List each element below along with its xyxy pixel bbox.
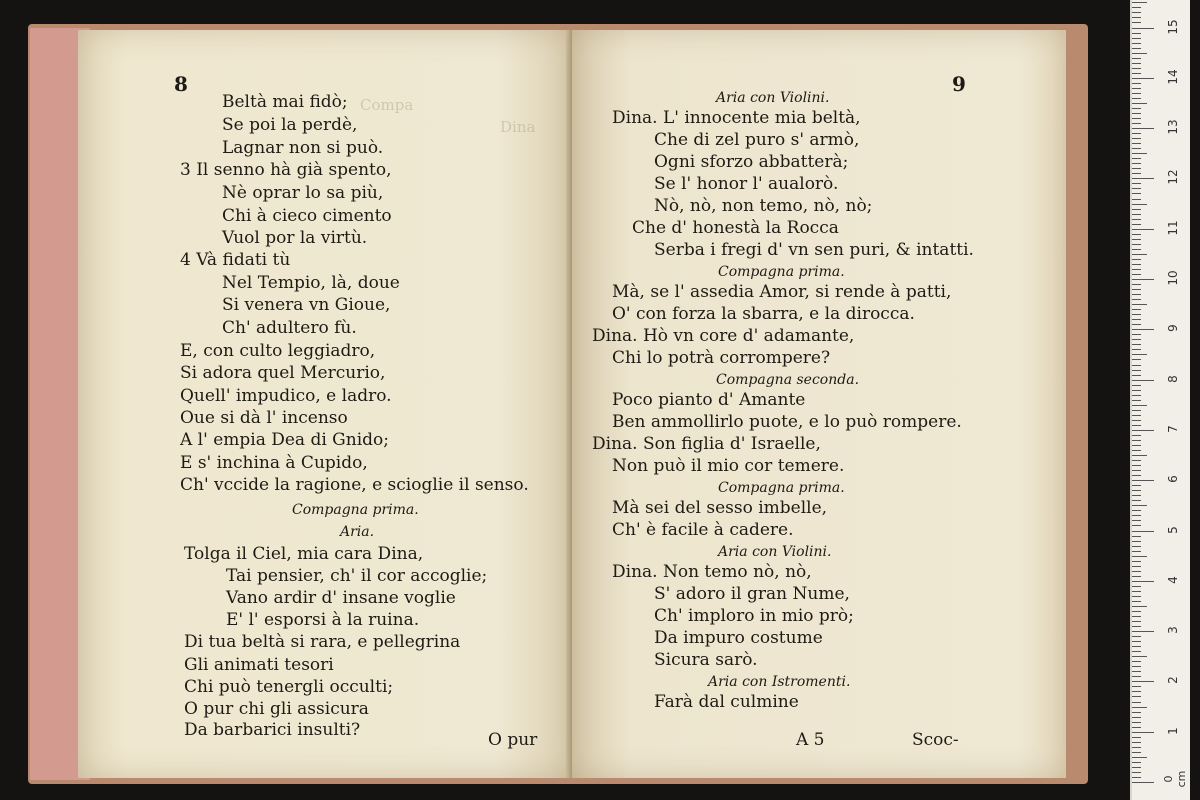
- ruler-tick: [1132, 254, 1147, 255]
- ruler-tick: [1132, 485, 1141, 486]
- right-catchword: Scoc-: [912, 730, 959, 750]
- ruler-tick: [1132, 611, 1141, 612]
- ruler-tick: [1132, 450, 1141, 451]
- left-line-5: Nè oprar lo sa più,: [222, 183, 384, 203]
- ruler-tick: [1132, 435, 1141, 436]
- left-line-28: O pur chi gli assicura: [184, 699, 369, 719]
- ruler-tick: [1132, 601, 1141, 602]
- ruler-tick: [1132, 596, 1141, 597]
- ruler-tick: [1132, 717, 1141, 718]
- ruler-tick: [1132, 430, 1154, 431]
- ruler-tick: [1132, 229, 1154, 230]
- right-heading-aria-violini: Aria con Violini.: [716, 90, 830, 106]
- ruler-tick: [1132, 88, 1141, 89]
- right-heading-aria-violini-2: Aria con Violini.: [718, 544, 832, 560]
- left-line-2: Se poi la perdè,: [222, 115, 358, 135]
- left-catchword: O pur: [488, 730, 538, 750]
- ruler-tick: [1132, 676, 1141, 677]
- ruler-tick: [1132, 98, 1141, 99]
- ruler-tick: [1132, 455, 1147, 456]
- left-line-4: 3 Il senno hà già spento,: [180, 160, 392, 180]
- ruler-number: 9: [1166, 324, 1180, 333]
- ruler-tick: [1132, 515, 1141, 516]
- ruler-tick: [1132, 777, 1141, 778]
- ruler-number: 11: [1166, 220, 1180, 236]
- ruler-tick: [1132, 309, 1141, 310]
- left-line-17: E s' inchina à Cupido,: [180, 453, 368, 473]
- ruler-number: 8: [1166, 374, 1180, 383]
- ruler-tick: [1132, 113, 1141, 114]
- right-line-8: Serba i fregi d' vn sen puri, & intatti.: [654, 240, 974, 260]
- ruler-tick: [1132, 525, 1141, 526]
- ruler-number: 1: [1166, 726, 1180, 735]
- ruler-tick: [1132, 666, 1141, 667]
- right-heading-compagna-seconda: Compagna seconda.: [716, 372, 860, 388]
- ruler-tick: [1132, 405, 1147, 406]
- right-line-16: Ben ammollirlo puote, e lo può rompere.: [612, 412, 962, 432]
- ruler-tick: [1132, 344, 1141, 345]
- ruler-tick: [1132, 375, 1141, 376]
- ruler-tick: [1132, 616, 1141, 617]
- ruler-number: 10: [1166, 270, 1180, 286]
- ruler-tick: [1132, 495, 1141, 496]
- right-heading-aria-istromenti: Aria con Istromenti.: [708, 674, 851, 690]
- ruler-tick: [1132, 163, 1141, 164]
- ruler-tick: [1132, 510, 1141, 511]
- ruler-tick: [1132, 742, 1141, 743]
- right-line-25: Ch' imploro in mio prò;: [654, 606, 854, 626]
- left-line-10: Si venera vn Gioue,: [222, 295, 391, 315]
- right-line-15: Poco pianto d' Amante: [612, 390, 806, 410]
- ruler-number: 3: [1166, 626, 1180, 634]
- ruler-tick: [1132, 214, 1141, 215]
- ruler-tick: [1132, 264, 1141, 265]
- ruler-tick: [1132, 727, 1141, 728]
- ruler-tick: [1132, 681, 1154, 682]
- ruler-tick: [1132, 183, 1141, 184]
- ruler-tick: [1132, 274, 1141, 275]
- ruler-tick: [1132, 410, 1141, 411]
- measurement-ruler: [1130, 0, 1190, 800]
- ruler-tick: [1132, 143, 1141, 144]
- right-line-29: Farà dal culmine: [654, 692, 799, 712]
- ruler-tick: [1132, 732, 1154, 733]
- ruler-tick: [1132, 334, 1141, 335]
- ruler-tick: [1132, 12, 1141, 13]
- ruler-tick: [1132, 520, 1141, 521]
- ruler-tick: [1132, 93, 1141, 94]
- ruler-tick: [1132, 83, 1141, 84]
- ruler-tick: [1132, 561, 1141, 562]
- ruler-tick: [1132, 767, 1141, 768]
- ruler-tick: [1132, 209, 1141, 210]
- ruler-tick: [1132, 43, 1141, 44]
- ruler-tick: [1132, 747, 1141, 748]
- right-line-17: Dina. Son figlia d' Israelle,: [592, 434, 821, 454]
- ruler-tick: [1132, 390, 1141, 391]
- ruler-tick: [1132, 78, 1154, 79]
- ruler-tick: [1132, 359, 1141, 360]
- ruler-tick: [1132, 148, 1141, 149]
- right-line-11: O' con forza la sbarra, e la dirocca.: [612, 304, 915, 324]
- ruler-tick: [1132, 199, 1141, 200]
- ruler-tick: [1132, 737, 1141, 738]
- ruler-tick: [1132, 691, 1141, 692]
- ruler-tick: [1132, 707, 1147, 708]
- signature-mark: A 5: [796, 730, 825, 750]
- ruler-tick: [1132, 420, 1141, 421]
- right-heading-compagna-prima-2: Compagna prima.: [718, 480, 845, 496]
- left-heading-aria: Aria.: [340, 524, 375, 540]
- ruler-tick: [1132, 591, 1141, 592]
- ruler-tick: [1132, 651, 1141, 652]
- ruler-tick: [1132, 269, 1141, 270]
- right-line-6: Nò, nò, non temo, nò, nò;: [654, 196, 873, 216]
- right-line-23: Dina. Non temo nò, nò,: [612, 562, 812, 582]
- ruler-tick: [1132, 531, 1154, 532]
- left-heading-compagna-prima: Compagna prima.: [292, 502, 419, 518]
- left-line-1: Beltà mai fidò;: [222, 92, 348, 112]
- ruler-tick: [1132, 123, 1141, 124]
- ruler-tick: [1132, 626, 1141, 627]
- right-line-27: Sicura sarò.: [654, 650, 758, 670]
- ruler-number: 14: [1166, 69, 1180, 85]
- ruler-tick: [1132, 304, 1147, 305]
- ruler-tick: [1132, 500, 1141, 501]
- ruler-tick: [1132, 505, 1147, 506]
- ruler-tick: [1132, 571, 1141, 572]
- left-line-26: Gli animati tesori: [184, 655, 334, 675]
- ruler-tick: [1132, 63, 1141, 64]
- ruler-tick: [1132, 400, 1141, 401]
- ruler-tick: [1132, 284, 1141, 285]
- left-line-27: Chi può tenergli occulti;: [184, 677, 394, 697]
- ruler-tick: [1132, 712, 1141, 713]
- ruler-tick: [1132, 7, 1141, 8]
- left-line-13: Si adora quel Mercurio,: [180, 363, 386, 383]
- ruler-tick: [1132, 752, 1141, 753]
- ruler-tick: [1132, 2, 1147, 3]
- ruler-number: 15: [1166, 18, 1180, 35]
- ruler-tick: [1132, 536, 1141, 537]
- left-line-16: A l' empia Dea di Gnido;: [180, 430, 389, 450]
- left-line-12: E, con culto leggiadro,: [180, 341, 376, 361]
- ruler-number: 5: [1166, 525, 1180, 534]
- ruler-tick: [1132, 173, 1141, 174]
- ruler-tick: [1132, 204, 1147, 205]
- ruler-tick: [1132, 153, 1147, 154]
- ruler-tick: [1132, 621, 1141, 622]
- ruler-tick: [1132, 646, 1141, 647]
- ruler-tick: [1132, 470, 1141, 471]
- ruler-tick: [1132, 380, 1154, 381]
- ruler-tick: [1132, 249, 1141, 250]
- ruler-tick: [1132, 33, 1141, 34]
- ruler-tick: [1132, 556, 1147, 557]
- right-line-12: Dina. Hò vn core d' adamante,: [592, 326, 855, 346]
- ruler-tick: [1132, 128, 1154, 129]
- ruler-number: 13: [1166, 119, 1180, 135]
- right-line-18: Non può il mio cor temere.: [612, 456, 845, 476]
- ruler-tick: [1132, 586, 1141, 587]
- ruler-tick: [1132, 370, 1141, 371]
- ruler-tick: [1132, 108, 1141, 109]
- right-line-10: Mà, se l' assedia Amor, si rende à patti,: [612, 282, 952, 302]
- bleed-through-text: Compa: [360, 96, 414, 114]
- ruler-number: 7: [1166, 425, 1180, 433]
- ruler-tick: [1132, 576, 1141, 577]
- ruler-tick: [1132, 68, 1141, 69]
- ruler-tick: [1132, 53, 1147, 54]
- ruler-tick: [1132, 636, 1141, 637]
- ruler-tick: [1132, 224, 1141, 225]
- left-line-23: Vano ardir d' insane voglie: [226, 588, 456, 608]
- left-line-24: E' l' esporsi à la ruina.: [226, 610, 420, 630]
- ruler-unit-label: 0 cm: [1162, 770, 1188, 788]
- ruler-tick: [1132, 349, 1141, 350]
- left-line-22: Tai pensier, ch' il cor accoglie;: [226, 566, 488, 586]
- left-line-21: Tolga il Ciel, mia cara Dina,: [184, 544, 424, 564]
- ruler-tick: [1132, 641, 1141, 642]
- ruler-tick: [1132, 490, 1141, 491]
- ruler-tick: [1132, 425, 1141, 426]
- ruler-tick: [1132, 546, 1141, 547]
- ruler-tick: [1132, 118, 1141, 119]
- ruler-tick: [1132, 460, 1141, 461]
- ruler-tick: [1132, 48, 1141, 49]
- ruler-tick: [1132, 234, 1141, 235]
- left-line-11: Ch' adultero fù.: [222, 318, 357, 338]
- ruler-tick: [1132, 158, 1141, 159]
- ruler-tick: [1132, 702, 1141, 703]
- ruler-tick: [1132, 239, 1141, 240]
- ruler-tick: [1132, 445, 1141, 446]
- left-line-7: Vuol por la virtù.: [222, 228, 368, 248]
- ruler-tick: [1132, 772, 1141, 773]
- ruler-tick: [1132, 324, 1141, 325]
- ruler-tick: [1132, 686, 1141, 687]
- ruler-tick: [1132, 606, 1147, 607]
- ruler-tick: [1132, 581, 1154, 582]
- right-line-26: Da impuro costume: [654, 628, 823, 648]
- ruler-tick: [1132, 696, 1141, 697]
- ruler-tick: [1132, 22, 1141, 23]
- ruler-tick: [1132, 244, 1141, 245]
- left-page-number: 8: [174, 72, 188, 96]
- ruler-tick: [1132, 415, 1141, 416]
- ruler-number: 2: [1166, 676, 1180, 685]
- ruler-number: 4: [1166, 575, 1180, 584]
- left-line-6: Chi à cieco cimento: [222, 206, 392, 226]
- right-line-24: S' adoro il gran Nume,: [654, 584, 850, 604]
- ruler-tick: [1132, 354, 1147, 355]
- right-page-number: 9: [952, 72, 966, 96]
- left-line-18: Ch' vccide la ragione, e scioglie il senso.: [180, 475, 529, 495]
- left-line-3: Lagnar non si può.: [222, 138, 384, 158]
- right-line-20: Mà sei del sesso imbelle,: [612, 498, 828, 518]
- left-line-15: Oue si dà l' incenso: [180, 408, 348, 428]
- ruler-tick: [1132, 385, 1141, 386]
- left-line-25: Di tua beltà si rara, e pellegrina: [184, 632, 461, 652]
- ruler-tick: [1132, 188, 1141, 189]
- ruler-tick: [1132, 103, 1147, 104]
- ruler-tick: [1132, 757, 1147, 758]
- ruler-tick: [1132, 631, 1154, 632]
- right-heading-compagna-prima-1: Compagna prima.: [718, 264, 845, 280]
- ruler-tick: [1132, 329, 1154, 330]
- ruler-tick: [1132, 339, 1141, 340]
- ruler-tick: [1132, 289, 1141, 290]
- ruler-tick: [1132, 671, 1141, 672]
- right-line-21: Ch' è facile à cadere.: [612, 520, 794, 540]
- right-line-3: Che di zel puro s' armò,: [654, 130, 860, 150]
- right-line-5: Se l' honor l' aualorò.: [654, 174, 839, 194]
- left-line-14: Quell' impudico, e ladro.: [180, 386, 392, 406]
- ruler-tick: [1132, 73, 1141, 74]
- right-line-7: Che d' honestà la Rocca: [632, 218, 839, 238]
- ruler-tick: [1132, 395, 1141, 396]
- ruler-tick: [1132, 17, 1141, 18]
- right-line-2: Dina. L' innocente mia beltà,: [612, 108, 861, 128]
- bleed-through-text: Dina: [500, 118, 536, 136]
- left-line-8: 4 Và fidati tù: [180, 250, 291, 270]
- ruler-tick: [1132, 299, 1141, 300]
- ruler-tick: [1132, 465, 1141, 466]
- ruler-tick: [1132, 259, 1141, 260]
- ruler-tick: [1132, 566, 1141, 567]
- ruler-tick: [1132, 178, 1154, 179]
- ruler-tick: [1132, 661, 1141, 662]
- ruler-tick: [1132, 480, 1154, 481]
- ruler-tick: [1132, 58, 1141, 59]
- ruler-tick: [1132, 551, 1141, 552]
- ruler-tick: [1132, 541, 1141, 542]
- ruler-tick: [1132, 319, 1141, 320]
- ruler-tick: [1132, 279, 1154, 280]
- ruler-tick: [1132, 138, 1141, 139]
- ruler-tick: [1132, 762, 1141, 763]
- left-line-9: Nel Tempio, là, doue: [222, 273, 400, 293]
- right-line-13: Chi lo potrà corrompere?: [612, 348, 831, 368]
- ruler-tick: [1132, 28, 1154, 29]
- ruler-tick: [1132, 168, 1141, 169]
- ruler-tick: [1132, 656, 1147, 657]
- ruler-tick: [1132, 38, 1141, 39]
- ruler-tick: [1132, 440, 1141, 441]
- ruler-tick: [1132, 365, 1141, 366]
- ruler-tick: [1132, 722, 1141, 723]
- ruler-number: 6: [1166, 475, 1180, 484]
- ruler-tick: [1132, 133, 1141, 134]
- ruler-tick: [1132, 314, 1141, 315]
- ruler-number: 12: [1166, 169, 1180, 186]
- ruler-tick: [1132, 219, 1141, 220]
- right-line-4: Ogni sforzo abbatterà;: [654, 152, 849, 172]
- ruler-tick: [1132, 782, 1154, 783]
- ruler-tick: [1132, 475, 1141, 476]
- left-line-29: Da barbarici insulti?: [184, 720, 361, 740]
- ruler-tick: [1132, 294, 1141, 295]
- ruler-tick: [1132, 193, 1141, 194]
